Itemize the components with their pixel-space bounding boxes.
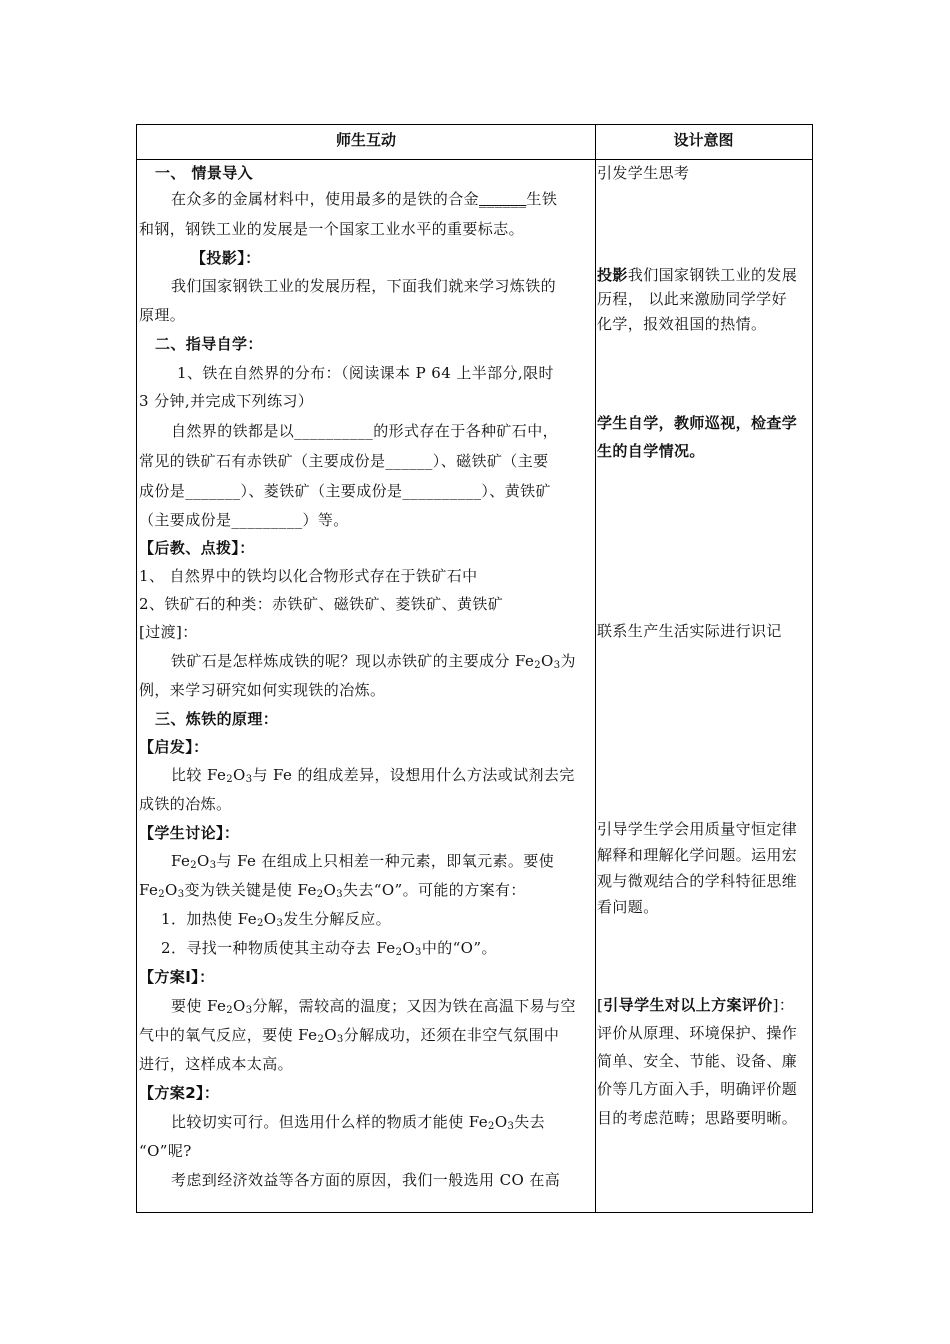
paragraph-line: 自然界的铁都是以__________的形式存在于各种矿石中， — [171, 422, 559, 440]
column-divider — [595, 125, 596, 1212]
inspiration-label: 【启发】： — [139, 738, 209, 756]
paragraph-line: 进行，这样成本太高。 — [139, 1055, 294, 1073]
intent-line: 简单、安全、节能、设备、廉 — [597, 1052, 798, 1070]
intent-line: 化学，报效祖国的热情。 — [597, 315, 767, 333]
paragraph-line: 比较切实可行。但选用什么样的物质才能使 $Fe_2O_3$失去 — [171, 1113, 546, 1132]
paragraph-line: 例，来学习研究如何实现铁的冶炼。 — [139, 681, 386, 699]
paragraph-line: $Fe_2O_3$与 Fe 在组成上只相差一种元素，即氧元素。要使 — [171, 852, 555, 871]
paragraph-line: 成份是_______）、菱铁矿（主要成份是__________）、黄铁矿 — [139, 482, 551, 500]
option-1: 1．加热使 $Fe_2O_3$发生分解反应。 — [161, 910, 392, 929]
paragraph-line: 2、铁矿石的种类：赤铁矿、磁铁矿、菱铁矿、黄铁矿 — [139, 595, 504, 613]
option-2: 2．寻找一种物质使其主动夺去 $Fe_2O_3$中的“O”。 — [161, 939, 497, 958]
paragraph-line: 和钢，钢铁工业的发展是一个国家工业水平的重要标志。 — [139, 220, 525, 238]
intent-line: 联系生产生活实际进行识记 — [597, 622, 782, 640]
header-design-intent: 设计意图 — [673, 131, 734, 149]
plan-1-label: 【方案Ⅰ】： — [139, 968, 215, 986]
fill-blank: ______ — [479, 190, 527, 208]
intent-line: 投影我们国家钢铁工业的发展 — [597, 266, 798, 284]
intent-line: 解释和理解化学问题。运用宏 — [597, 846, 798, 864]
paragraph-line: 3 分钟,并完成下列练习） — [139, 392, 314, 410]
paragraph-line: “O”呢? — [139, 1142, 192, 1160]
intent-provoke-thinking: 引发学生思考 — [597, 164, 690, 182]
paragraph-line: 比较 $Fe_2O_3$与 Fe 的组成差异，设想用什么方法或试剂去完 — [171, 766, 575, 785]
intent-line: 评价从原理、环境保护、操作 — [597, 1024, 798, 1042]
post-teaching-label: 【后教、点拨】： — [139, 539, 255, 557]
lesson-table — [136, 124, 813, 1213]
paragraph-line: （主要成份是_________）等。 — [139, 511, 349, 529]
intent-line: 历程， 以此来激励同学学好 — [597, 290, 787, 308]
header-teacher-student-interaction: 师生互动 — [335, 131, 396, 149]
intent-line: 观与微观结合的学科特征思维 — [597, 872, 798, 890]
intent-line: [引导学生对以上方案评价]： — [597, 996, 795, 1014]
intent-line: 引导学生学会用质量守恒定律 — [597, 820, 798, 838]
intent-line: 目的考虑范畴；思路要明晰。 — [597, 1109, 798, 1127]
paragraph-line: 铁矿石是怎样炼成铁的呢？现以赤铁矿的主要成分 $Fe_2O_3$为 — [171, 652, 576, 671]
section-3-title: 三、炼铁的原理： — [155, 710, 279, 728]
paragraph-line: 考虑到经济效益等各方面的原因，我们一般选用 CO 在高 — [171, 1171, 561, 1189]
paragraph-line: 原理。 — [139, 306, 186, 324]
section-1-title: 一、 情景导入 — [155, 164, 254, 182]
paragraph-line: 在众多的金属材料中，使用最多的是铁的合金______生铁 — [171, 190, 558, 208]
intent-line: 生的自学情况。 — [597, 442, 705, 460]
paragraph-line: 气中的氧气反应，要使 $Fe_2O_3$分解成功，还须在非空气氛围中 — [139, 1026, 560, 1045]
paragraph-line: 要使 $Fe_2O_3$分解，需较高的温度；又因为铁在高温下易与空 — [171, 997, 576, 1016]
paragraph-line: $Fe_2O_3$变为铁关键是使 $Fe_2O_3$失去“O”。可能的方案有： — [139, 881, 526, 900]
intent-line: 看问题。 — [597, 898, 659, 916]
paragraph-line: 1、铁在自然界的分布：（阅读课本 P 64 上半部分,限时 — [177, 364, 554, 382]
paragraph-line: 常见的铁矿石有赤铁矿（主要成份是______）、磁铁矿（主要 — [139, 452, 549, 470]
table-header — [137, 125, 812, 160]
paragraph-line: 成铁的冶炼。 — [139, 795, 232, 813]
section-2-title: 二、指导自学： — [155, 335, 263, 353]
transition-label: [过渡]： — [139, 623, 198, 641]
intent-line: 学生自学，教师巡视，检查学 — [597, 414, 798, 432]
paragraph-line: 1、 自然界中的铁均以化合物形式存在于铁矿石中 — [139, 567, 478, 585]
projection-label: 【投影】： — [191, 249, 261, 267]
plan-2-label: 【方案2】： — [139, 1084, 220, 1102]
paragraph-line: 我们国家钢铁工业的发展历程，下面我们就来学习炼铁的 — [171, 277, 557, 295]
student-discussion-label: 【学生讨论】： — [139, 824, 240, 842]
intent-line: 价等几方面入手，明确评价题 — [597, 1080, 798, 1098]
